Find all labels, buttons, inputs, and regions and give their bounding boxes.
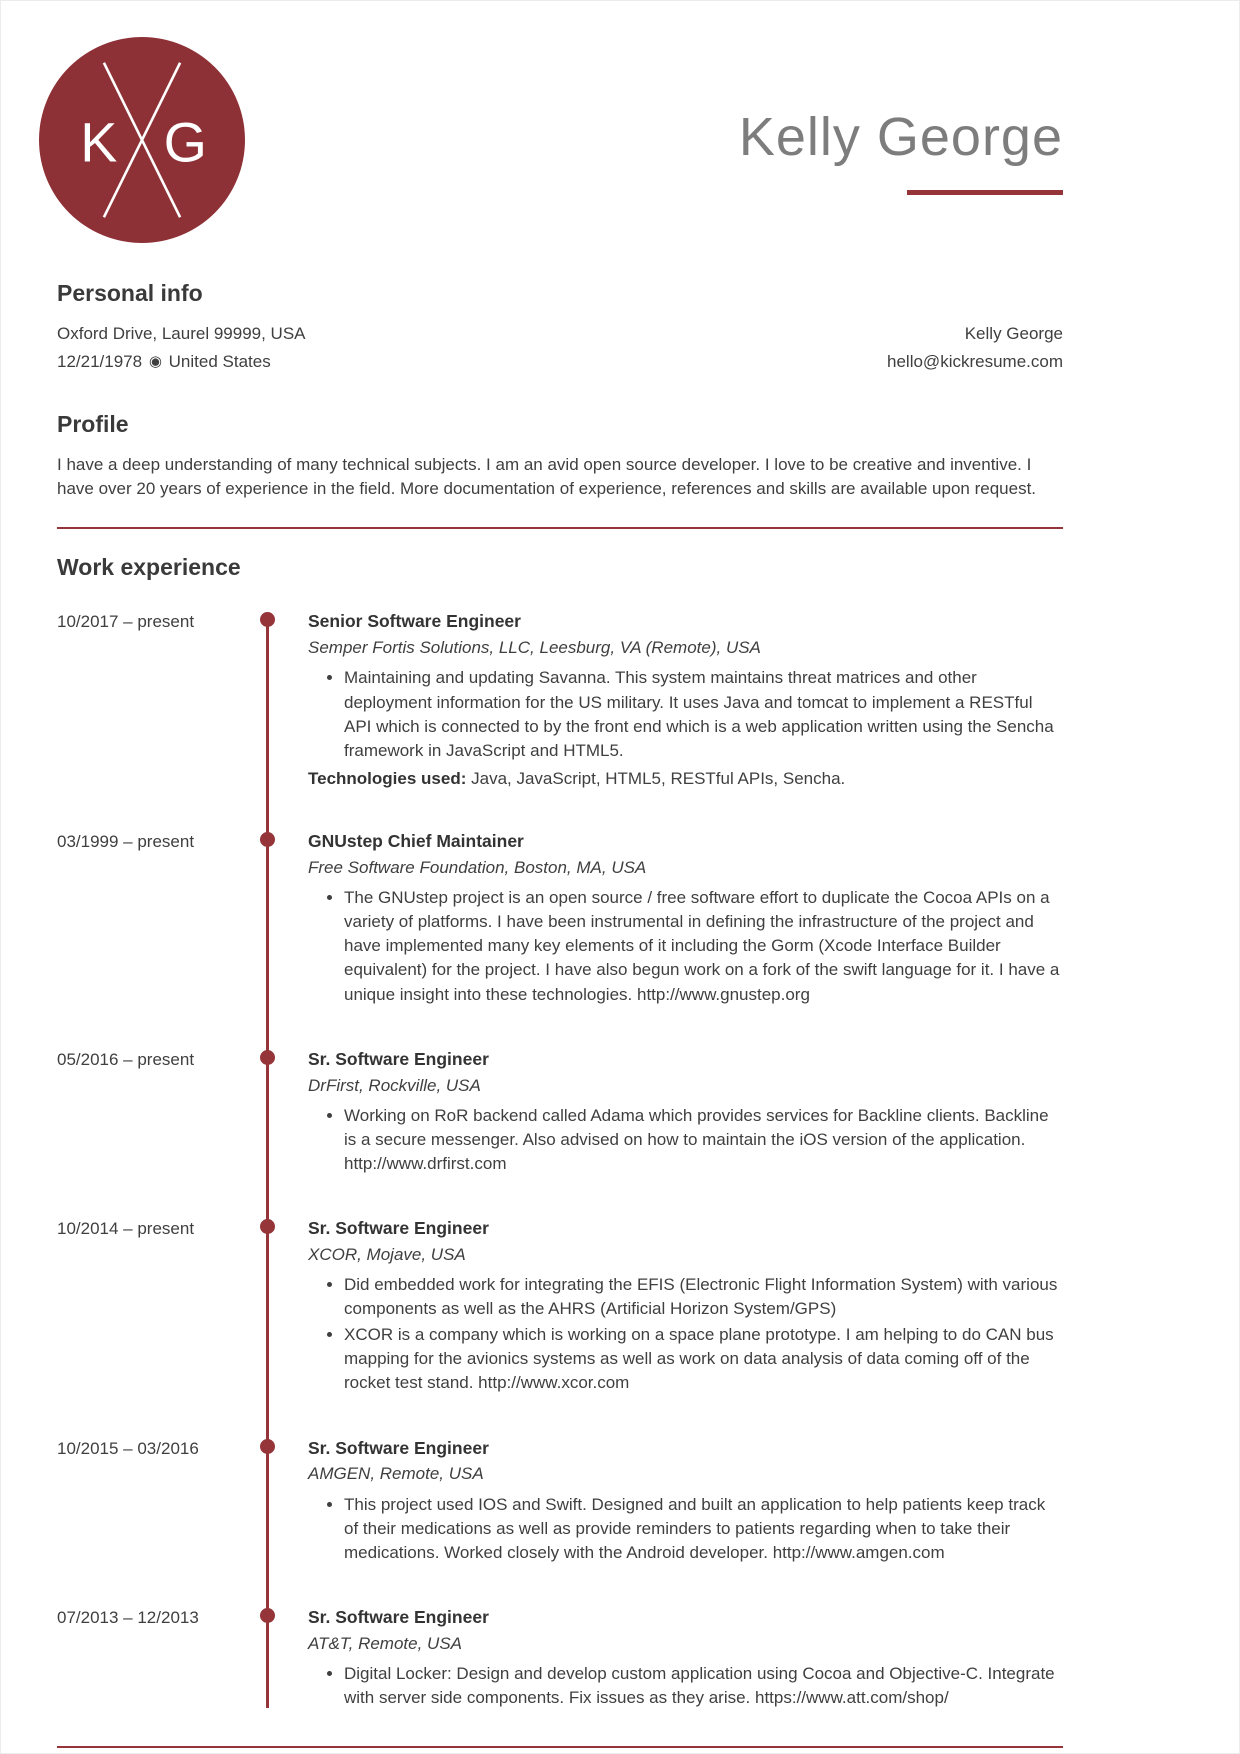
personal-info-section bbox=[1, 277, 1239, 378]
entry-bullet-list bbox=[308, 886, 1063, 1007]
page-title: Kelly George bbox=[738, 107, 1063, 167]
entry-company: AT&T, Remote, USA bbox=[308, 1633, 462, 1653]
entry-company: DrFirst, Rockville, USA bbox=[308, 1075, 481, 1095]
work-experience-heading: Work experience bbox=[57, 553, 241, 580]
timeline-dot bbox=[260, 832, 275, 847]
work-entry bbox=[57, 1436, 1063, 1567]
timeline-dot bbox=[260, 1608, 275, 1623]
work-entry bbox=[57, 609, 1063, 791]
entry-title: GNUstep Chief Maintainer bbox=[308, 831, 524, 852]
entry-bullet: • The GNUstep project is an open source / free software effort to duplicate the Cocoa APIs on a variety of platforms. I have been instrumental in defining the infrastructure of the project and have implemented many key elements of it including the Gorm (Xcode Interface Builder equivalent) for the project. I have also begun work on a fork of the swift language for it. I have a unique insight into these technologies. http://www.gnustep.org bbox=[344, 886, 1063, 1007]
timeline-dot bbox=[260, 1219, 275, 1234]
entry-title: Sr. Software Engineer bbox=[308, 1218, 489, 1238]
monogram-logo-icon bbox=[39, 37, 245, 243]
entry-period: 07/2013 – 12/2013 bbox=[57, 1607, 199, 1627]
contact-name: Kelly George bbox=[964, 323, 1063, 343]
work-entry bbox=[57, 1047, 1063, 1178]
name-underline bbox=[907, 190, 1063, 195]
work-experience-section bbox=[1, 551, 1239, 1712]
entry-title: Sr. Software Engineer bbox=[308, 1048, 489, 1069]
entry-content bbox=[292, 1216, 1063, 1398]
entry-bullet: • Maintaining and updating Savanna. This system maintains threat matrices and other deployment information for the US military. It uses Java and tomcat to implement a RESTful API which is connected to by the front end which is a web application written using the Sencha framework in JavaScript and HTML5. bbox=[344, 666, 1063, 763]
entry-period: 10/2015 – 03/2016 bbox=[57, 1438, 199, 1458]
timeline-dot bbox=[260, 1439, 275, 1454]
profile-section bbox=[1, 408, 1239, 501]
logo-letter-k: K bbox=[80, 111, 118, 174]
profile-heading: Profile bbox=[57, 410, 129, 437]
country-icon: ◉ bbox=[148, 352, 162, 370]
entry-bullet: • Digital Locker: Design and develop custom application using Cocoa and Objective-C. Integrate with server side components. Fix issues as they arise. https://www.att.com/shop/ bbox=[344, 1662, 1063, 1710]
entry-bullet-list bbox=[308, 1104, 1063, 1176]
entry-title: Sr. Software Engineer bbox=[308, 1606, 489, 1627]
name-block bbox=[739, 37, 1063, 195]
entry-bullet: • This project used IOS and Swift. Designed and built an application to help patients keep track of their medications as well as provide reminders to patients regarding when to take their medications. Worked closely with the Android developer. http://www.amgen.com bbox=[344, 1493, 1063, 1565]
entry-content bbox=[292, 829, 1063, 1009]
work-entry bbox=[57, 829, 1063, 1009]
entry-title: Sr. Software Engineer bbox=[308, 1437, 489, 1458]
personal-info-left bbox=[57, 322, 306, 378]
email: hello@kickresume.com bbox=[887, 351, 1063, 371]
entry-company: XCOR, Mojave, USA bbox=[308, 1244, 466, 1264]
technologies-list: Java, JavaScript, HTML5, RESTful APIs, Sencha. bbox=[471, 768, 846, 788]
entry-period: 03/1999 – present bbox=[57, 832, 195, 852]
entry-content bbox=[292, 1605, 1063, 1712]
timeline-dot bbox=[260, 1050, 275, 1065]
personal-info-right bbox=[887, 322, 1063, 378]
entry-period: 05/2016 – present bbox=[57, 1049, 195, 1069]
entry-content bbox=[292, 1047, 1063, 1178]
entry-bullet: • Did embedded work for integrating the EFIS (Electronic Flight Information System) with various components as well as the AHRS (Artificial Horizon System/GPS) bbox=[344, 1273, 1063, 1321]
section-divider bbox=[57, 527, 1063, 529]
timeline-line bbox=[266, 619, 269, 1708]
profile-text: I have a deep understanding of many technical subjects. I am an avid open source developer. I love to be creative and inventive. I have over 20 years of experience in the field. More documentation of experience, references and skills are available upon request. bbox=[57, 454, 1037, 498]
header bbox=[1, 1, 1239, 243]
entry-content bbox=[292, 609, 1063, 791]
work-experience-timeline bbox=[57, 609, 1063, 1712]
timeline-dot bbox=[260, 612, 275, 627]
entry-company: AMGEN, Remote, USA bbox=[308, 1464, 484, 1484]
entry-bullet: • XCOR is a company which is working on a space plane prototype. I am helping to do CAN bus mapping for the avionics systems as well as work on data analysis of data coming off of the rocket test stand. http://www.xcor.com bbox=[344, 1323, 1063, 1395]
technologies-line bbox=[308, 767, 1063, 791]
entry-bullet: • Working on RoR backend called Adama which provides services for Backline clients. Backline is a secure messenger. Also advised on how to maintain the iOS version of the application. http://www.drfirst.com bbox=[344, 1104, 1063, 1176]
personal-info-row bbox=[57, 322, 1063, 378]
birth-date: 12/21/1978 bbox=[57, 351, 143, 371]
entry-company: Free Software Foundation, Boston, MA, USA bbox=[308, 857, 647, 877]
birth-line bbox=[57, 350, 306, 374]
logo-letter-g: G bbox=[163, 111, 207, 174]
address: Oxford Drive, Laurel 99999, USA bbox=[57, 323, 306, 343]
work-entry bbox=[57, 1605, 1063, 1712]
entry-title: Senior Software Engineer bbox=[308, 611, 521, 632]
entry-content bbox=[292, 1436, 1063, 1567]
entry-bullet-list bbox=[308, 1273, 1063, 1396]
nationality: United States bbox=[168, 351, 271, 371]
entry-bullet-list bbox=[308, 666, 1063, 763]
technologies-label: Technologies used: bbox=[308, 768, 467, 788]
monogram-logo bbox=[39, 37, 245, 243]
work-entry bbox=[57, 1216, 1063, 1398]
entry-bullet-list bbox=[308, 1662, 1063, 1710]
entry-period: 10/2017 – present bbox=[57, 612, 195, 632]
next-section-divider bbox=[57, 1746, 1063, 1748]
entry-company: Semper Fortis Solutions, LLC, Leesburg, VA (Remote), USA bbox=[308, 638, 761, 658]
entry-period: 10/2014 – present bbox=[57, 1219, 195, 1238]
entry-bullet-list bbox=[308, 1493, 1063, 1565]
personal-info-heading: Personal info bbox=[57, 280, 203, 306]
